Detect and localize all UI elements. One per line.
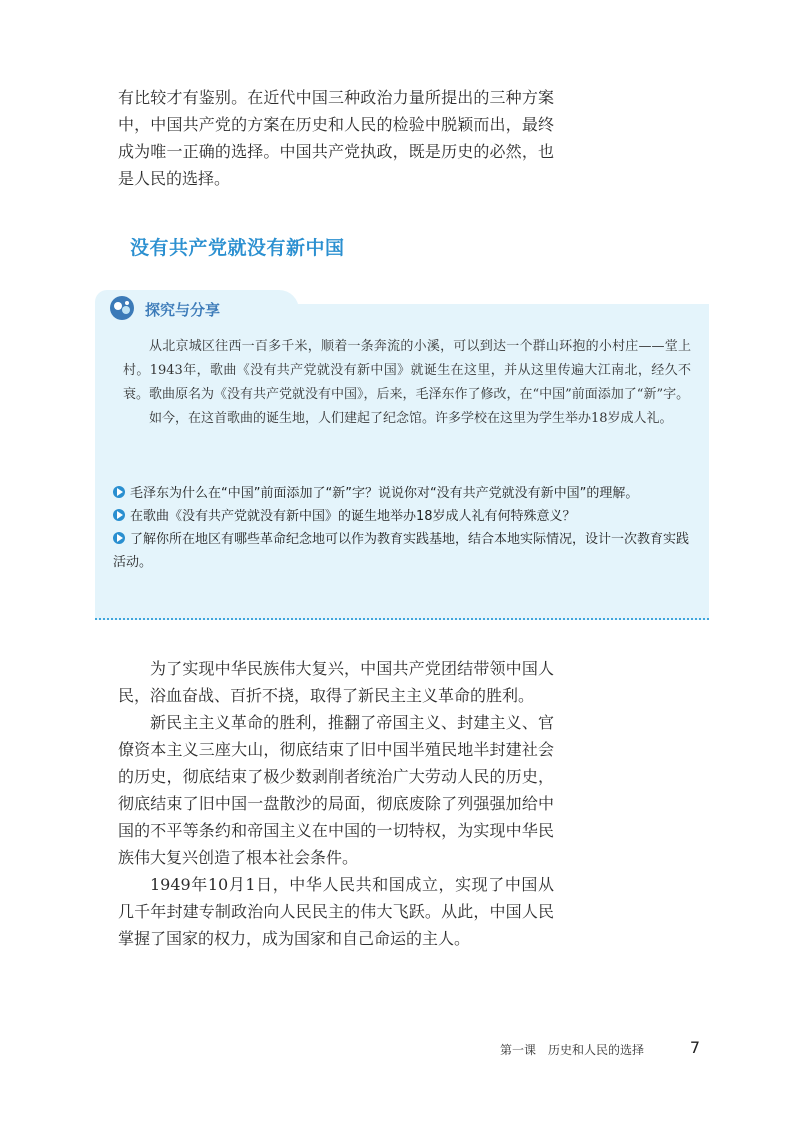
question-item (113, 482, 699, 505)
section-heading: 没有共产党就没有新中国 (130, 237, 345, 259)
play-bullet-icon (113, 486, 125, 498)
play-bullet-icon (113, 532, 125, 544)
question-item (113, 528, 699, 574)
box-dotted-border (95, 618, 709, 620)
question-text: 毛泽东为什么在“中国”前面添加了“新”字？说说你对“没有共产党就没有新中国”的理解。 (130, 486, 639, 501)
explore-and-share-box (95, 290, 709, 620)
page-footer (500, 1038, 700, 1060)
lesson-title: 第一课 历史和人民的选择 (500, 1043, 645, 1057)
top-paragraph (118, 84, 554, 192)
question-list (113, 482, 699, 574)
story-paragraph: 如今，在这首歌曲的诞生地，人们建起了纪念馆。许多学校在这里为学生举办18岁成人礼。 (149, 411, 673, 426)
explore-title: 探究与分享 (145, 301, 221, 319)
question-text: 了解你所在地区有哪些革命纪念地可以作为教育实践基地，结合本地实际情况，设计一次教育实践活动。 (113, 532, 690, 570)
top-paragraph-text: 有比较才有鉴别。在近代中国三种政治力量所提出的三种方案中，中国共产党的方案在历史和人民的检验中脱颖而出，最终成为唯一正确的选择。中国共产党执政，既是历史的必然，也是人民的选择。 (118, 88, 554, 188)
page-number: 7 (689, 1038, 700, 1057)
body-text (118, 655, 554, 952)
body-paragraph: 1949年10月1日，中华人民共和国成立，实现了中国从几千年封建专制政治向人民民主的伟大飞跃。从此，中国人民掌握了国家的权力，成为国家和自己命运的主人。 (118, 875, 554, 948)
question-item (113, 505, 699, 528)
play-bullet-icon (113, 509, 125, 521)
body-paragraph: 新民主主义革命的胜利，推翻了帝国主义、封建主义、官僚资本主义三座大山，彻底结束了旧中国半殖民地半封建社会的历史，彻底结束了极少数剥削者统治广大劳动人民的历史，彻底结束了旧中国一盘散沙的局面，彻底废除了列强强加给中国的不平等条约和帝国主义在中国的一切特权，为实现中华民族伟大复兴创造了根本社会条件。 (118, 713, 554, 867)
body-paragraph: 为了实现中华民族伟大复兴，中国共产党团结带领中国人民，浴血奋战、百折不挠，取得了新民主主义革命的胜利。 (118, 659, 554, 705)
explore-icon (109, 295, 135, 321)
question-text: 在歌曲《没有共产党就没有新中国》的诞生地举办18岁成人礼有何特殊意义？ (130, 509, 576, 524)
story-paragraph: 从北京城区往西一百多千米，顺着一条奔流的小溪，可以到达一个群山环抱的小村庄——堂上村。1943年，歌曲《没有共产党就没有新中国》就诞生在这里，并从这里传遍大江南北，经久不衰。歌曲原名为《没有共产党就没有中国》，后来，毛泽东作了修改，在“中国”前面添加了“新”字。 (123, 339, 691, 402)
explore-story (123, 335, 691, 431)
